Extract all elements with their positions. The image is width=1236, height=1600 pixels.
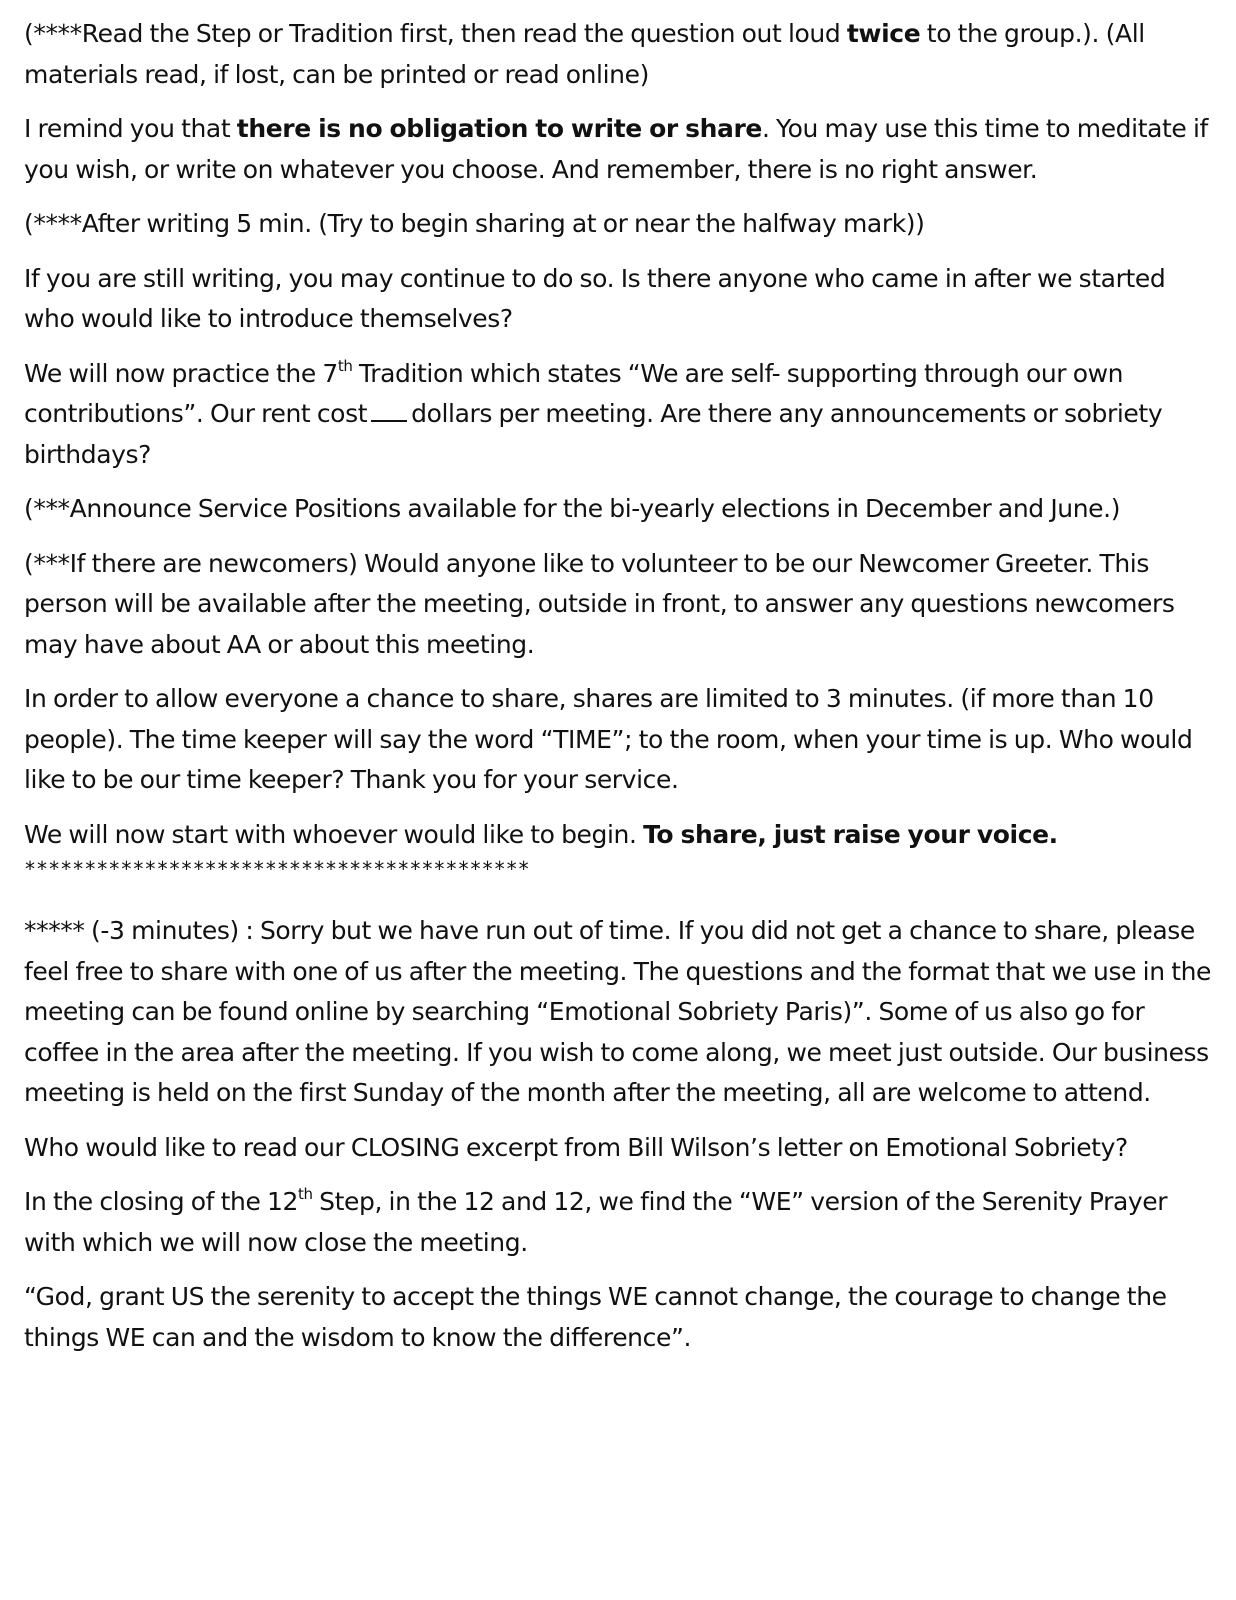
newcomer-greeter: (***If there are newcomers) Would anyone like to volunteer to be our Newcomer Greeter. This person will be available after the meeting, outside in front, to answer any questions newcomers may have about AA or about this meeting. [24,548,1175,659]
emphasis: there is no obligation to write or share [236,114,762,143]
emphasis: To share, just raise your voice. [643,819,1058,849]
text-run: Tradition which states “We are self- supporting through our own contributions”. Our rent cost [24,358,1124,428]
share-time-limit: In order to allow everyone a chance to share, shares are limited to 3 minutes. (if more than 10 people). The time keeper will say the word “TIME”; to the room, when your time is up. Who would like to be our time keeper? Thank you for your service. [24,684,1193,794]
text-run: to the group.). (All materials read, if lost, can be printed or read online) [24,19,1145,89]
twelfth-step-note [24,1182,1220,1263]
serenity-prayer: “God, grant US the serenity to accept the things WE cannot change, the courage to change the things WE can and the wisdom to know the difference”. [24,1282,1167,1352]
text-run: Step, in the 12 and 12, we find the “WE” version of the Serenity Prayer with which we will now close the meeting. [24,1187,1168,1257]
out-of-time-closing: ***** (-3 minutes) : Sorry but we have run out of time. If you did not get a chance to share, please feel free to share with one of us after the meeting. The questions and the format that we use in the meeting can be found online by searching “Emotional Sobriety Paris)”. Some of us also go for coffee in the area after the meeting. If you wish to come along, we meet just outside. Our business meeting is held on the first Sunday of the month after the meeting, all are welcome to attend. [24,916,1212,1107]
text-run: dollars per meeting. Are there any announcements or sobriety birthdays? [24,399,1163,469]
superscript: th [298,1185,313,1203]
no-obligation-reminder [24,109,1220,190]
text-run: In the closing of the 12 [24,1187,298,1216]
writing-time-note: (****After writing 5 min. (Try to begin sharing at or near the halfway mark)) [24,209,925,238]
blank-line [371,398,407,422]
start-sharing [24,815,1220,856]
asterisk-separator: ****************************************** [24,857,530,881]
text-run: (****Read the Step or Tradition first, then read the question out loud [24,19,847,48]
latecomer-intro: If you are still writing, you may continue to do so. Is there anyone who came in after we started who would like to introduce themselves? [24,263,1166,333]
text-run: . You may use this time to meditate if you wish, or write on whatever you choose. And remember, there is no right answer. [24,114,1208,184]
text-run: We will now start with whoever would like to begin. [24,819,644,849]
closing-reading-request: Who would like to read our CLOSING excerpt from Bill Wilson’s letter on Emotional Sobriety? [24,1132,1128,1162]
reading-instruction [24,14,1220,95]
superscript: th [337,356,353,375]
document-page [24,14,1220,1372]
emphasis: twice [846,19,921,48]
seventh-tradition [24,354,1220,476]
text-run: I remind you that [24,114,237,143]
service-positions-note: (***Announce Service Positions available for the bi-yearly elections in December and June.) [24,494,1121,523]
text-run: We will now practice the 7 [24,358,338,388]
